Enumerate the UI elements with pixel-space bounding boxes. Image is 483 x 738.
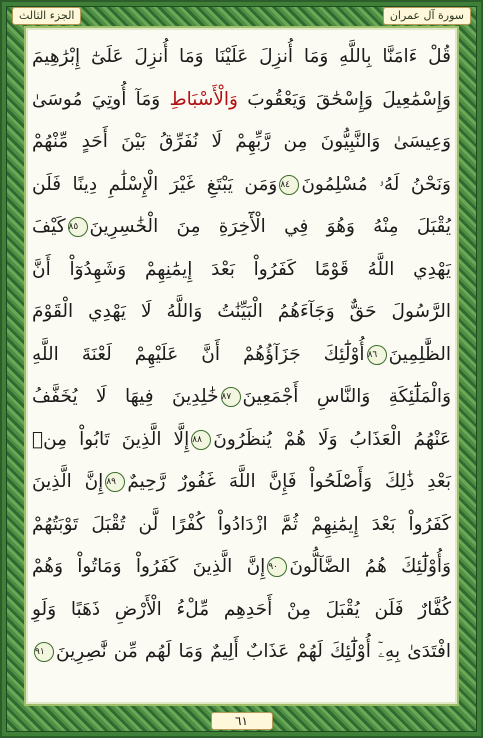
line-text: كَفَرُواْ بَعْدَ إِيمَٰنِهِمْ ثُمَّ ازْدَادُواْ كُفْرًا لَّن تُقْبَلَ تَوْبَتُهُمْ: [32, 513, 451, 535]
ayah-number-marker: ٨٧: [221, 387, 241, 407]
highlighted-word: وَالْأَسْبَاطِ: [169, 88, 238, 110]
line-text: وَنَحْنُ لَهُۥ مُسْلِمُونَ: [301, 173, 451, 195]
text-line: [32, 249, 451, 292]
text-line: [32, 291, 451, 334]
line-text: يُقْبَلَ مِنْهُ وَهُوَ فِي الْأَٓخِرَةِ مِنَ الْخَٰسِرِينَ: [89, 216, 451, 237]
line-text: وَمَآ أُوتِيَ مُوسَىٰ: [32, 88, 170, 110]
line-text: وَعِيسَىٰ وَالنَّبِيُّونَ مِن رَّبِّهِمْ لَا نُفَرِّقُ بَيْنَ أَحَدٍ مِّنْهُمْ: [32, 131, 451, 152]
ayah-number-marker: ٨٤: [279, 175, 299, 195]
line-text: قُلْ ءَامَنَّا بِاللَّهِ وَمَا أُنزِلَ عَلَيْنَا وَمَا أُنزِلَ عَلَىٰٓ إِبْرَٰهِيمَ: [32, 46, 451, 67]
ayah-number-marker: ٩١: [34, 642, 54, 662]
line-text: وَالْمَلَٰٓئِكَةِ وَالنَّاسِ أَجْمَعِينَ: [242, 386, 452, 407]
text-line: [32, 504, 451, 547]
ayah-number-marker: ٨٩: [105, 472, 125, 492]
text-line: [32, 121, 451, 164]
text-line: [32, 631, 451, 674]
line-text: إِنَّ الَّذِينَ: [32, 471, 104, 492]
line-text: افْتَدَىٰ بِهِۦٓ أُوْلَٰٓئِكَ لَهُمْ عَذَابٌ أَلِيمٌ وَمَا لَهُم مِّن نَّٰصِرِينَ: [56, 641, 451, 662]
page-header: [12, 6, 471, 26]
line-text: خَٰلِدِينَ فِيهَا لَا يُخَفَّفُ: [32, 386, 219, 407]
line-text: عَنْهُمُ الْعَذَابُ وَلَا هُمْ يُنظَرُونَ: [213, 428, 452, 450]
text-line: [32, 461, 451, 504]
text-line: [32, 164, 451, 207]
line-text: وَمَن يَبْتَغِ غَيْرَ الْإِسْلَٰمِ دِينًا فَلَن: [32, 173, 278, 195]
text-line: [32, 419, 451, 462]
line-text: كَيْفَ: [32, 216, 66, 237]
surah-label: سورة آل عمران: [383, 7, 471, 25]
line-text: إِلَّا الَّذِينَ تَابُواْ مِنۢ: [32, 428, 190, 450]
text-line: [32, 589, 451, 632]
text-line: [32, 546, 451, 589]
juz-label: الجزء الثالث: [12, 7, 81, 25]
page-footer: [2, 710, 481, 730]
line-text: أُوْلَٰٓئِكَ جَزَآؤُهُمْ أَنَّ عَلَيْهِمْ لَعْنَةَ اللَّهِ: [32, 343, 365, 365]
line-text: كُفَّارٌ فَلَن يُقْبَلَ مِنْ أَحَدِهِم مِّلْءُ الْأَرْضِ ذَهَبًا وَلَوِ: [32, 598, 451, 620]
text-line: [32, 206, 451, 249]
line-text: يَهْدِي اللَّهُ قَوْمًا كَفَرُواْ بَعْدَ إِيمَٰنِهِمْ وَشَهِدُوٓاْ أَنَّ: [32, 258, 451, 280]
ayah-number-marker: ٩٠: [267, 557, 287, 577]
ayah-number-marker: ٨٥: [68, 217, 88, 237]
line-text: الرَّسُولَ حَقٌّ وَجَآءَهُمُ الْبَيِّنَٰتُ وَاللَّهُ لَا يَهْدِي الْقَوْمَ: [32, 301, 451, 322]
text-line: [32, 334, 451, 377]
line-text: الظَّٰلِمِينَ: [388, 343, 451, 365]
page-number: ٦١: [211, 712, 273, 730]
text-line: [32, 376, 451, 419]
line-text: وَإِسْمَٰعِيلَ وَإِسْحَٰقَ وَيَعْقُوبَ: [237, 88, 451, 110]
ayah-number-marker: ٨٦: [367, 345, 387, 365]
ayah-number-marker: ٨٨: [191, 430, 211, 450]
verse-text-block: [32, 36, 451, 696]
text-line: [32, 79, 451, 122]
text-line: [32, 36, 451, 79]
line-text: بَعْدِ ذَٰلِكَ وَأَصْلَحُواْ فَإِنَّ اللَّهَ غَفُورٌ رَّحِيمٌ: [127, 471, 451, 492]
line-text: وَأُوْلَٰٓئِكَ هُمُ الضَّآلُّونَ: [289, 556, 451, 577]
line-text: إِنَّ الَّذِينَ كَفَرُواْ وَمَاتُواْ وَهُمْ: [32, 556, 266, 577]
